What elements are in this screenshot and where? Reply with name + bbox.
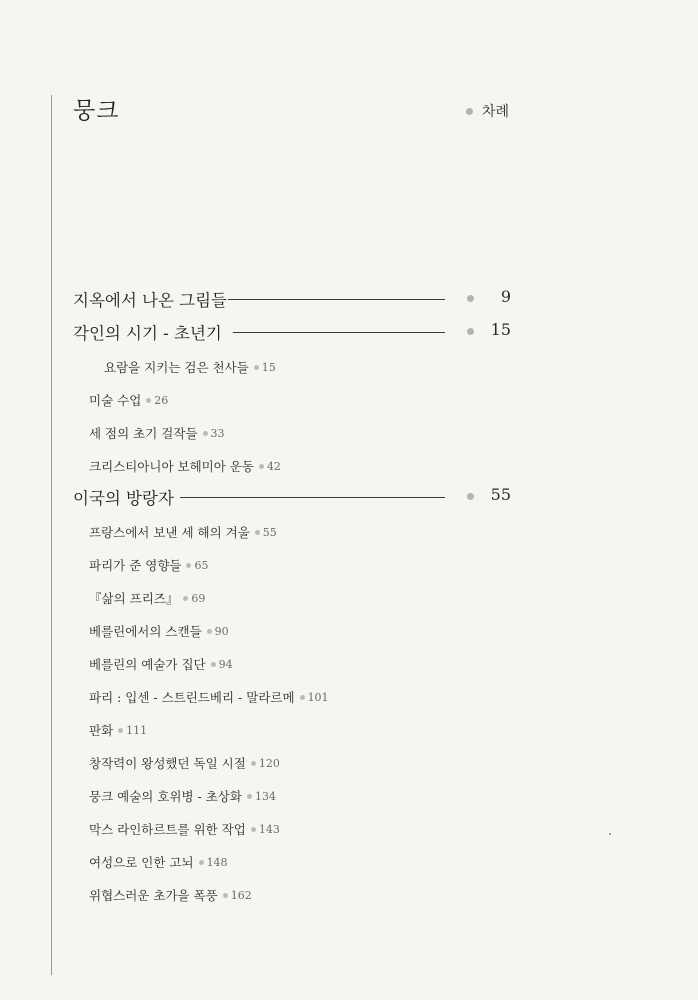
toc-entry[interactable] <box>89 424 225 442</box>
entry-title: 세 점의 초기 걸작들 <box>89 426 198 441</box>
bullet-dot-icon <box>186 563 191 568</box>
paper-speck <box>609 833 611 835</box>
chapter-page-number: 15 <box>490 320 511 339</box>
entry-title: 『삶의 프리즈』 <box>89 591 179 606</box>
entry-page-number: 55 <box>262 525 277 539</box>
bullet-dot-icon <box>467 328 474 335</box>
bullet-dot-icon <box>207 629 212 634</box>
entry-title: 파리가 준 영향들 <box>89 558 182 573</box>
toc-entry[interactable] <box>89 655 233 673</box>
book-title: 뭉크 <box>73 98 120 124</box>
bullet-dot-icon <box>300 695 305 700</box>
bullet-dot-icon <box>203 431 208 436</box>
toc-entry[interactable] <box>89 556 208 574</box>
chapter-title: 이국의 방랑자 <box>73 489 174 508</box>
bullet-dot-icon <box>467 493 474 500</box>
bullet-dot-icon <box>118 728 123 733</box>
bullet-dot-icon <box>251 761 256 766</box>
toc-entry[interactable] <box>104 358 276 376</box>
entry-page-number: 90 <box>214 624 229 638</box>
leader-line <box>228 299 445 300</box>
entry-page-number: 42 <box>266 459 281 473</box>
chapter-title: 각인의 시기 - 초년기 <box>73 324 222 343</box>
entry-page-number: 33 <box>210 426 225 440</box>
entry-page-number: 65 <box>194 558 209 572</box>
bullet-dot-icon <box>183 596 188 601</box>
entry-page-number: 162 <box>230 888 252 902</box>
bullet-dot-icon <box>467 295 474 302</box>
chapter-title: 지옥에서 나온 그림들 <box>73 291 227 310</box>
toc-entry[interactable] <box>89 754 280 772</box>
toc-entry[interactable] <box>89 853 228 871</box>
bullet-dot-icon <box>146 398 151 403</box>
leader-line <box>180 497 445 498</box>
leader-line <box>233 332 445 333</box>
toc-entry[interactable] <box>89 886 252 904</box>
entry-title: 파리 : 입센 - 스트린드베리 - 말라르메 <box>89 690 295 705</box>
entry-title: 창작력이 왕성했던 독일 시절 <box>89 756 246 771</box>
bullet-dot-icon <box>199 860 204 865</box>
toc-entry[interactable] <box>89 787 276 805</box>
entry-title: 요람을 지키는 검은 천사들 <box>104 360 249 375</box>
toc-chapter[interactable] <box>73 287 513 311</box>
chapter-page-number: 9 <box>500 287 511 306</box>
entry-title: 뭉크 예술의 호위병 - 초상화 <box>89 789 242 804</box>
entry-page-number: 15 <box>261 360 276 374</box>
entry-page-number: 148 <box>206 855 228 869</box>
toc-chapter[interactable] <box>73 320 513 344</box>
toc-chapter[interactable] <box>73 485 513 509</box>
entry-page-number: 101 <box>307 690 329 704</box>
entry-title: 베를린의 예술가 집단 <box>89 657 206 672</box>
entry-page-number: 120 <box>258 756 280 770</box>
toc-entry[interactable] <box>89 457 281 475</box>
entry-page-number: 69 <box>191 591 206 605</box>
entry-title: 프랑스에서 보낸 세 해의 겨울 <box>89 525 250 540</box>
entry-page-number: 26 <box>154 393 169 407</box>
toc-entry[interactable] <box>89 688 329 706</box>
entry-page-number: 143 <box>258 822 280 836</box>
entry-page-number: 134 <box>254 789 276 803</box>
entry-title: 베를린에서의 스캔들 <box>89 624 202 639</box>
entry-title: 여성으로 인한 고뇌 <box>89 855 194 870</box>
toc-entry[interactable] <box>89 622 229 640</box>
bullet-dot-icon <box>466 108 473 115</box>
bullet-dot-icon <box>251 827 256 832</box>
entry-title: 크리스티아니아 보헤미아 운동 <box>89 459 254 474</box>
toc-entry[interactable] <box>89 721 147 739</box>
entry-title: 막스 라인하르트를 위한 작업 <box>89 822 246 837</box>
entry-page-number: 94 <box>218 657 233 671</box>
bullet-dot-icon <box>259 464 264 469</box>
bullet-dot-icon <box>211 662 216 667</box>
toc-entry[interactable] <box>89 391 168 409</box>
bullet-dot-icon <box>254 365 259 370</box>
entry-page-number: 111 <box>126 723 148 737</box>
toc-entry[interactable] <box>89 820 280 838</box>
bullet-dot-icon <box>223 893 228 898</box>
bullet-dot-icon <box>255 530 260 535</box>
entry-title: 미술 수업 <box>89 393 142 408</box>
entry-title: 위협스러운 초가을 폭풍 <box>89 888 218 903</box>
toc-entry[interactable] <box>89 589 205 607</box>
toc-heading <box>466 101 509 121</box>
entry-title: 판화 <box>89 723 114 738</box>
toc-entry[interactable] <box>89 523 277 541</box>
toc-heading-label: 차례 <box>482 104 510 120</box>
bullet-dot-icon <box>247 794 252 799</box>
margin-rule <box>51 95 52 975</box>
chapter-page-number: 55 <box>490 485 511 504</box>
